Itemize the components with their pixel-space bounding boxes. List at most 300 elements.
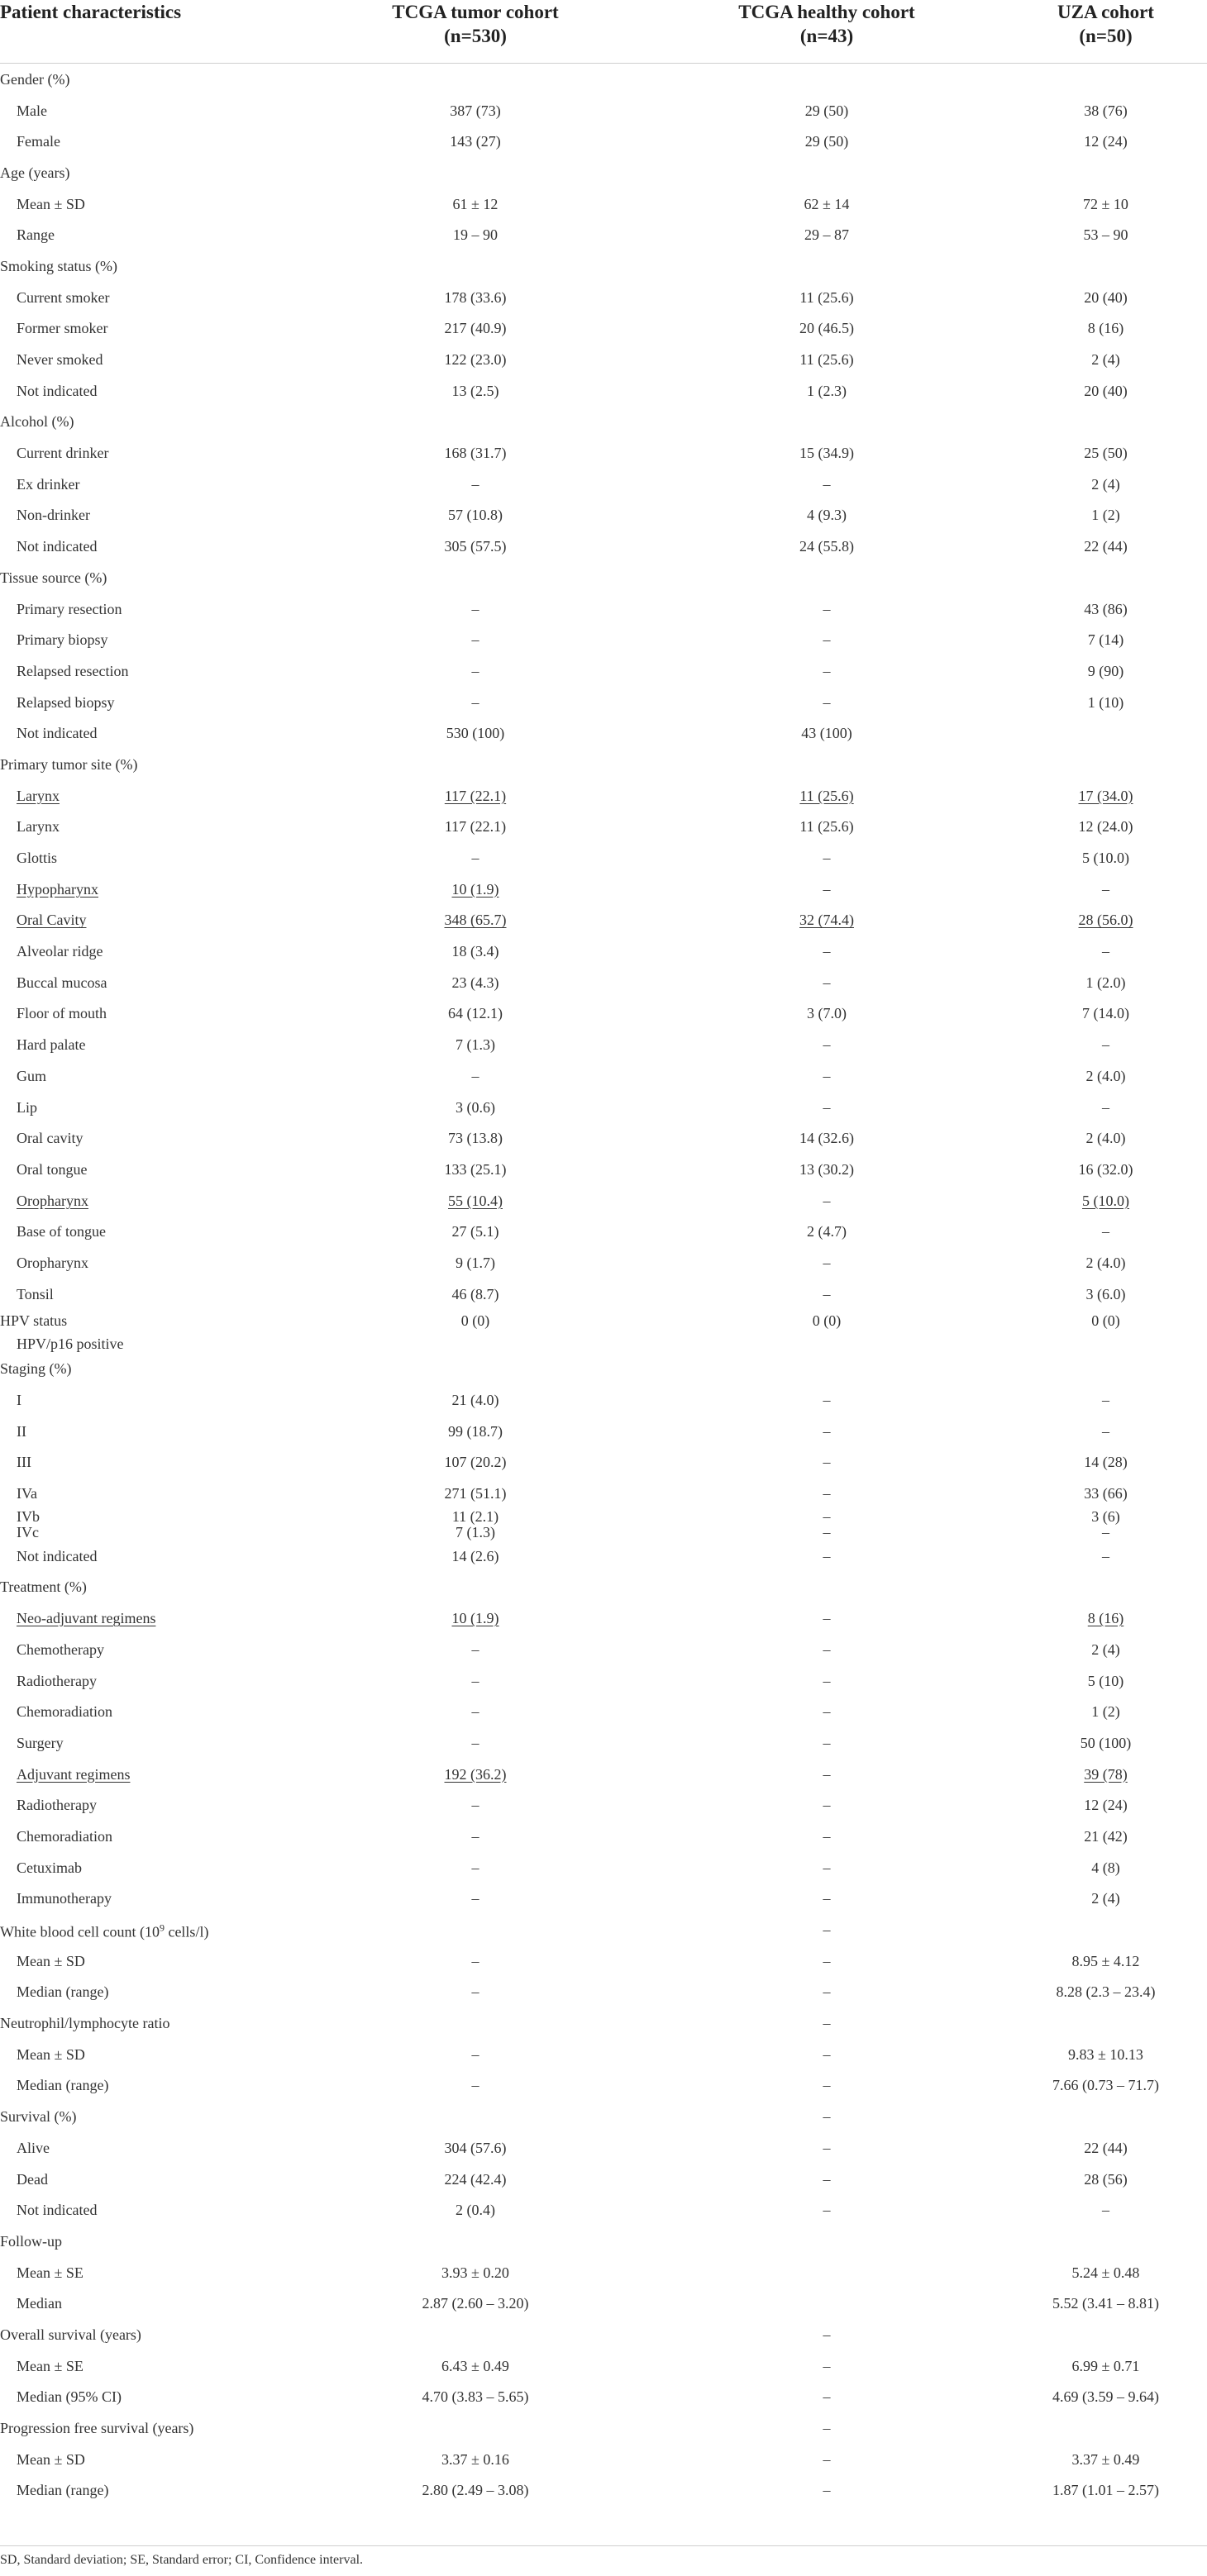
table-row	[0, 1727, 1207, 1759]
cell-tcga-healthy: –	[823, 1547, 831, 1564]
row-label: Mean ± SD	[17, 195, 85, 212]
cell-uza: 2 (4)	[1091, 1890, 1120, 1907]
cell-tcga-healthy: –	[823, 2045, 831, 2063]
cell-uza: –	[1102, 1392, 1109, 1409]
cell-tcga-healthy: 0 (0)	[812, 1312, 842, 1329]
cell-tcga-tumor: 3.93 ± 0.20	[441, 2264, 509, 2281]
cell-tcga-tumor: 19 – 90	[453, 226, 498, 244]
row-label: Neutrophil/lymphocyte ratio	[0, 2015, 170, 2032]
cell-tcga-healthy: –	[823, 1797, 831, 1814]
cell-uza: 7 (14.0)	[1082, 1005, 1129, 1022]
cell-tcga-healthy: 11 (25.6)	[799, 787, 854, 804]
cell-tcga-healthy: –	[823, 2139, 831, 2156]
table-row	[0, 1278, 1207, 1310]
cell-tcga-tumor: 14 (2.6)	[451, 1547, 499, 1564]
cell-tcga-tumor: –	[471, 600, 479, 617]
cell-tcga-healthy: –	[823, 1392, 831, 1409]
table-row	[0, 2475, 1207, 2507]
row-label: Follow-up	[0, 2232, 63, 2250]
cell-tcga-healthy: 2 (4.7)	[807, 1223, 847, 1240]
cell-uza: 2 (4.0)	[1085, 1130, 1126, 1147]
cell-uza: 17 (34.0)	[1078, 787, 1133, 804]
cell-tcga-healthy: 4 (9.3)	[807, 507, 847, 524]
cell-uza: 28 (56)	[1084, 2170, 1128, 2188]
cell-tcga-tumor: 305 (57.5)	[444, 538, 507, 555]
row-label: Not indicated	[17, 538, 98, 555]
table-row	[0, 2039, 1207, 2070]
table-row	[0, 2350, 1207, 2382]
cell-tcga-tumor: 3.37 ± 0.16	[441, 2450, 509, 2468]
cell-tcga-tumor: 11 (2.1)	[451, 1508, 499, 1526]
table-row	[0, 282, 1207, 313]
cell-tcga-tumor: 168 (31.7)	[444, 445, 507, 462]
cell-tcga-healthy: –	[823, 1640, 831, 1658]
table-row	[0, 1216, 1207, 1247]
row-label: Median	[17, 2295, 62, 2312]
table-row	[0, 1060, 1207, 1092]
row-label: IVc	[17, 1524, 39, 1541]
cell-tcga-tumor: 224 (42.4)	[444, 2170, 507, 2188]
cell-tcga-healthy: –	[823, 693, 831, 711]
row-label: HPV status HPV/p16 positive	[0, 1312, 124, 1352]
row-label: Mean ± SD	[17, 1952, 85, 1969]
footnote-text: SD, Standard deviation; SE, Standard error; CI, Confidence interval.	[0, 2553, 364, 2567]
row-label: Primary resection	[17, 600, 122, 617]
cell-tcga-tumor: –	[471, 1672, 479, 1689]
row-label: Mean ± SE	[17, 2357, 83, 2374]
cell-tcga-healthy: –	[823, 1254, 831, 1271]
table-section-row	[0, 749, 1207, 780]
cell-tcga-healthy: 11 (25.6)	[799, 818, 854, 836]
row-label: IVb	[17, 1508, 40, 1526]
row-label: Current smoker	[17, 288, 110, 306]
cell-uza: 28 (56.0)	[1078, 912, 1133, 929]
cell-tcga-healthy: –	[823, 1285, 831, 1302]
cell-uza: –	[1102, 2202, 1109, 2219]
cell-uza: 12 (24.0)	[1078, 818, 1133, 836]
cell-tcga-healthy: –	[823, 943, 831, 960]
header-uza-cohort: UZA cohort (n=50)	[1057, 2, 1154, 46]
table-row	[0, 1696, 1207, 1727]
table-section-row	[0, 407, 1207, 438]
cell-tcga-healthy: 20 (46.5)	[799, 320, 854, 337]
cell-tcga-healthy: 13 (30.2)	[799, 1160, 854, 1178]
cell-tcga-tumor: 23 (4.3)	[451, 974, 499, 991]
cell-uza: 7 (14)	[1087, 631, 1124, 649]
cell-uza: 2 (4)	[1091, 351, 1120, 369]
row-label: Non-drinker	[17, 507, 90, 524]
row-label: Relapsed resection	[17, 662, 129, 679]
cell-uza: 6.99 ± 0.71	[1071, 2357, 1140, 2374]
cell-tcga-tumor: –	[471, 1952, 479, 1969]
table-row	[0, 1416, 1207, 1447]
table-row	[0, 780, 1207, 812]
table-section-row	[0, 1354, 1207, 1385]
cell-tcga-healthy: –	[823, 1859, 831, 1876]
row-label: III	[17, 1454, 31, 1471]
cell-tcga-healthy: –	[823, 2450, 831, 2468]
cell-uza: 5 (10.0)	[1082, 850, 1129, 867]
cell-tcga-healthy: –	[823, 2388, 831, 2406]
cell-uza: 4 (8)	[1091, 1859, 1120, 1876]
table-row	[0, 2164, 1207, 2195]
table-row	[0, 998, 1207, 1030]
row-label: Smoking status (%)	[0, 257, 117, 274]
cell-tcga-tumor: 73 (13.8)	[448, 1130, 503, 1147]
table-row	[0, 2444, 1207, 2475]
cell-tcga-healthy: 29 (50)	[804, 102, 849, 119]
cell-tcga-tumor: 55 (10.4)	[448, 1192, 503, 1209]
cell-uza: 38 (76)	[1084, 102, 1128, 119]
row-label: Chemoradiation	[17, 1703, 112, 1721]
table-row	[0, 2257, 1207, 2288]
cell-tcga-healthy: –	[823, 2326, 831, 2343]
cell-tcga-tumor: –	[471, 631, 479, 649]
cell-uza: 1.87 (1.01 – 2.57)	[1052, 2482, 1159, 2499]
row-label: Base of tongue	[17, 1223, 106, 1240]
cell-tcga-tumor: 387 (73)	[450, 102, 501, 119]
cell-tcga-tumor: 99 (18.7)	[448, 1422, 503, 1440]
cell-tcga-tumor: 122 (23.0)	[444, 351, 507, 369]
cell-tcga-tumor: 21 (4.0)	[451, 1392, 499, 1409]
cell-uza: 1 (2)	[1091, 1703, 1120, 1721]
cell-tcga-healthy: –	[823, 850, 831, 867]
cell-tcga-healthy: –	[823, 1067, 831, 1084]
cell-tcga-tumor: 3 (0.6)	[456, 1098, 495, 1116]
cell-tcga-tumor: –	[471, 1734, 479, 1751]
cell-uza: 7.66 (0.73 – 71.7)	[1052, 2077, 1159, 2094]
row-label: Oral tongue	[17, 1160, 88, 1178]
cell-uza: 20 (40)	[1084, 288, 1128, 306]
cell-tcga-healthy: –	[823, 1098, 831, 1116]
table-row	[0, 95, 1207, 126]
row-label: I	[17, 1392, 21, 1409]
cell-tcga-tumor: 2 (0.4)	[456, 2202, 495, 2219]
table-row	[0, 219, 1207, 250]
cell-tcga-tumor: –	[471, 1890, 479, 1907]
row-label: Mean ± SD	[17, 2045, 85, 2063]
cell-uza: 3.37 ± 0.49	[1071, 2450, 1140, 2468]
row-label: Neo-adjuvant regimens	[17, 1610, 156, 1627]
table-row	[0, 936, 1207, 967]
cell-tcga-healthy: –	[823, 2170, 831, 2188]
cell-tcga-healthy: –	[823, 1454, 831, 1471]
cell-tcga-tumor: –	[471, 1703, 479, 1721]
table-row	[0, 1092, 1207, 1123]
cell-uza: –	[1102, 1098, 1109, 1116]
row-label: IVa	[17, 1485, 37, 1502]
cell-uza: 20 (40)	[1084, 382, 1128, 399]
cell-tcga-tumor: 2.87 (2.60 – 3.20)	[422, 2295, 529, 2312]
table-section-row	[0, 2101, 1207, 2132]
table-section-row	[0, 1310, 1207, 1354]
cell-uza: 16 (32.0)	[1078, 1160, 1133, 1178]
cell-tcga-healthy: –	[823, 2077, 831, 2094]
cell-tcga-tumor: 117 (22.1)	[444, 787, 507, 804]
cell-uza: 3 (6)	[1091, 1508, 1120, 1526]
row-label: Mean ± SE	[17, 2264, 83, 2281]
row-label: White blood cell count ($10^9$ cells/l)	[0, 1921, 209, 1940]
cell-tcga-healthy: 1 (2.3)	[807, 382, 847, 399]
table-row	[0, 437, 1207, 469]
table-row	[0, 842, 1207, 874]
cell-tcga-healthy: 15 (34.9)	[799, 445, 854, 462]
cell-tcga-tumor: –	[471, 475, 479, 493]
cell-tcga-tumor: 13 (2.5)	[451, 382, 499, 399]
row-label: Surgery	[17, 1734, 64, 1751]
cell-tcga-healthy: 29 (50)	[804, 133, 849, 150]
row-label: Oropharynx	[17, 1254, 88, 1271]
table-row	[0, 812, 1207, 843]
row-label: Median (range)	[17, 2482, 109, 2499]
cell-tcga-tumor: 4.70 (3.83 – 5.65)	[422, 2388, 529, 2406]
table-row	[0, 874, 1207, 905]
row-label: Tonsil	[17, 1285, 54, 1302]
table-section-row	[0, 1914, 1207, 1945]
row-label: Hypopharynx	[17, 880, 98, 898]
cell-tcga-tumor: –	[471, 1827, 479, 1845]
cell-uza: 5.24 ± 0.48	[1071, 2264, 1140, 2281]
table-body	[0, 64, 1207, 2506]
cell-tcga-tumor: 107 (20.2)	[444, 1454, 507, 1471]
cell-tcga-healthy: –	[823, 1672, 831, 1689]
cell-tcga-tumor: –	[471, 2045, 479, 2063]
table-section-row	[0, 2412, 1207, 2444]
table-row	[0, 375, 1207, 407]
table-row	[0, 1602, 1207, 1634]
cell-uza: –	[1102, 880, 1109, 898]
row-label: Age (years)	[0, 164, 70, 181]
cell-tcga-tumor: 46 (8.7)	[451, 1285, 499, 1302]
cell-tcga-healthy: –	[823, 600, 831, 617]
cell-tcga-healthy: –	[823, 1890, 831, 1907]
table-section-row	[0, 562, 1207, 593]
cell-uza: 43 (86)	[1084, 600, 1128, 617]
cell-uza: 1 (2)	[1091, 507, 1120, 524]
row-label: Buccal mucosa	[17, 974, 107, 991]
cell-uza: 2 (4)	[1091, 1640, 1120, 1658]
row-label: Oropharynx	[17, 1192, 88, 1209]
cell-uza: 9 (90)	[1087, 662, 1124, 679]
cell-uza: 2 (4.0)	[1085, 1254, 1126, 1271]
table-row	[0, 1525, 1207, 1540]
cell-tcga-healthy: –	[823, 2357, 831, 2374]
table-row	[0, 1185, 1207, 1217]
table-row	[0, 1247, 1207, 1278]
cell-uza: 21 (42)	[1084, 1827, 1128, 1845]
cell-tcga-tumor: 18 (3.4)	[451, 943, 499, 960]
table-footnote	[0, 2545, 1207, 2568]
cell-uza: 12 (24)	[1084, 133, 1128, 150]
table-row	[0, 593, 1207, 625]
cell-tcga-healthy: –	[823, 1485, 831, 1502]
cell-tcga-healthy: 14 (32.6)	[799, 1130, 854, 1147]
cell-uza: 5 (10.0)	[1082, 1192, 1129, 1209]
cell-uza: 22 (44)	[1084, 2139, 1128, 2156]
cell-uza: 4.69 (3.59 – 9.64)	[1052, 2388, 1159, 2406]
cell-uza: 33 (66)	[1084, 1485, 1128, 1502]
row-label: Alive	[17, 2139, 50, 2156]
row-label: Treatment (%)	[0, 1578, 87, 1596]
cell-tcga-healthy: –	[823, 1921, 831, 1939]
cell-tcga-healthy: –	[823, 2482, 831, 2499]
row-label: Ex drinker	[17, 475, 80, 493]
row-label: Tissue source (%)	[0, 569, 107, 586]
cell-uza: –	[1102, 1524, 1109, 1541]
table-row	[0, 188, 1207, 220]
table-section-row	[0, 250, 1207, 282]
table-row	[0, 1977, 1207, 2008]
table-row	[0, 1759, 1207, 1790]
cell-tcga-tumor: 6.43 ± 0.49	[441, 2357, 509, 2374]
cell-uza: 3 (6.0)	[1085, 1285, 1126, 1302]
cell-tcga-tumor: 2.80 (2.49 – 3.08)	[422, 2482, 529, 2499]
table-row	[0, 1447, 1207, 1478]
table-row	[0, 717, 1207, 749]
row-label: Survival (%)	[0, 2108, 77, 2126]
row-label: Oral cavity	[17, 1130, 83, 1147]
cell-tcga-healthy: –	[823, 662, 831, 679]
cell-tcga-tumor: 217 (40.9)	[444, 320, 507, 337]
row-label: Immunotherapy	[17, 1890, 112, 1907]
table-row	[0, 126, 1207, 157]
cell-tcga-tumor: –	[471, 693, 479, 711]
cell-uza: 2 (4)	[1091, 475, 1120, 493]
row-label: Never smoked	[17, 351, 103, 369]
cell-uza: 25 (50)	[1084, 445, 1128, 462]
cell-tcga-tumor: 10 (1.9)	[451, 880, 499, 898]
table-section-row	[0, 2226, 1207, 2257]
row-label: Primary tumor site (%)	[0, 755, 138, 773]
row-label: Chemoradiation	[17, 1827, 112, 1845]
row-label: Median (95% CI)	[17, 2388, 122, 2406]
cell-tcga-healthy: 11 (25.6)	[799, 288, 854, 306]
row-label: Mean ± SD	[17, 2450, 85, 2468]
cell-uza: –	[1102, 1036, 1109, 1054]
cell-tcga-healthy: –	[823, 1734, 831, 1751]
row-label: Male	[17, 102, 47, 119]
table-row	[0, 1029, 1207, 1060]
row-label: Not indicated	[17, 382, 98, 399]
header-tcga-healthy-cohort: TCGA healthy cohort (n=43)	[738, 2, 915, 46]
cell-tcga-tumor: –	[471, 1797, 479, 1814]
cell-uza: 39 (78)	[1084, 1765, 1128, 1783]
cell-uza: 8 (16)	[1087, 1610, 1124, 1627]
cell-tcga-tumor: –	[471, 1983, 479, 2001]
row-label: Median (range)	[17, 2077, 109, 2094]
cell-tcga-healthy: 3 (7.0)	[807, 1005, 847, 1022]
table-row	[0, 687, 1207, 718]
cell-tcga-tumor: 7 (1.3)	[456, 1524, 495, 1541]
cell-tcga-healthy: 11 (25.6)	[799, 351, 854, 369]
cell-uza: –	[1102, 943, 1109, 960]
cell-tcga-tumor: 192 (36.2)	[444, 1765, 507, 1783]
row-label: Not indicated	[17, 1547, 98, 1564]
cell-tcga-healthy: –	[823, 2202, 831, 2219]
cell-uza: –	[1102, 1547, 1109, 1564]
table-row	[0, 313, 1207, 345]
row-label: Hard palate	[17, 1036, 86, 1054]
cell-uza: 8.95 ± 4.12	[1071, 1952, 1140, 1969]
table-row	[0, 1540, 1207, 1572]
row-label: Adjuvant regimens	[17, 1765, 131, 1783]
cell-tcga-tumor: 61 ± 12	[452, 195, 499, 212]
cell-tcga-healthy: –	[823, 1508, 831, 1526]
table-section-row	[0, 64, 1207, 95]
row-label: Gum	[17, 1067, 46, 1084]
table-section-row	[0, 2319, 1207, 2350]
table-row	[0, 1821, 1207, 1852]
row-label: Median (range)	[17, 1983, 109, 2001]
cell-tcga-healthy: –	[823, 1192, 831, 1209]
row-label: Female	[17, 133, 60, 150]
cell-uza: 5.52 (3.41 – 8.81)	[1052, 2295, 1159, 2312]
cell-tcga-tumor: 143 (27)	[450, 133, 501, 150]
cell-tcga-healthy: 32 (74.4)	[799, 912, 854, 929]
table-row	[0, 531, 1207, 562]
cell-tcga-healthy: 43 (100)	[801, 725, 852, 742]
row-label: Not indicated	[17, 2202, 98, 2219]
cell-tcga-tumor: 10 (1.9)	[451, 1610, 499, 1627]
row-label: Glottis	[17, 850, 58, 867]
table-section-row	[0, 2007, 1207, 2039]
cell-tcga-tumor: 117 (22.1)	[444, 818, 507, 836]
row-label: Range	[17, 226, 55, 244]
cell-tcga-healthy: 62 ± 14	[804, 195, 850, 212]
cell-uza: 5 (10)	[1087, 1672, 1124, 1689]
row-label: Larynx	[17, 818, 60, 836]
cell-uza: 1 (10)	[1087, 693, 1124, 711]
cell-tcga-healthy: –	[823, 1036, 831, 1054]
cell-uza: –	[1102, 1223, 1109, 1240]
row-label: Cetuximab	[17, 1859, 82, 1876]
table-row	[0, 469, 1207, 500]
cell-tcga-tumor: –	[471, 1859, 479, 1876]
table-row	[0, 967, 1207, 998]
cell-uza: 50 (100)	[1080, 1734, 1132, 1751]
cell-tcga-tumor: 0 (0)	[460, 1312, 490, 1329]
row-label: Larynx	[17, 787, 60, 804]
cell-tcga-tumor: 7 (1.3)	[456, 1036, 495, 1054]
row-label: Alveolar ridge	[17, 943, 103, 960]
table-row	[0, 1789, 1207, 1821]
cell-uza: 12 (24)	[1084, 1797, 1128, 1814]
cell-tcga-tumor: 57 (10.8)	[448, 507, 503, 524]
cell-tcga-tumor: –	[471, 1067, 479, 1084]
cell-uza: 0 (0)	[1091, 1312, 1120, 1329]
cell-tcga-tumor: 178 (33.6)	[444, 288, 507, 306]
row-label: Former smoker	[17, 320, 108, 337]
cell-tcga-tumor: 304 (57.6)	[444, 2139, 507, 2156]
row-label: Dead	[17, 2170, 48, 2188]
table-row	[0, 2288, 1207, 2319]
row-label: Staging (%)	[0, 1360, 72, 1378]
cell-uza: 53 – 90	[1083, 226, 1128, 244]
table-row	[0, 1384, 1207, 1416]
row-label: Gender (%)	[0, 70, 70, 88]
row-label: Oral Cavity	[17, 912, 87, 929]
cell-uza: 1 (2.0)	[1085, 974, 1126, 991]
table-section-row	[0, 157, 1207, 188]
cell-tcga-healthy: –	[823, 2108, 831, 2126]
cell-tcga-healthy: –	[823, 1765, 831, 1783]
cell-tcga-tumor: 348 (65.7)	[444, 912, 507, 929]
cell-uza: –	[1102, 1422, 1109, 1440]
table-row	[0, 1509, 1207, 1525]
table-header	[0, 0, 1207, 64]
row-label: Lip	[17, 1098, 37, 1116]
cell-tcga-tumor: –	[471, 662, 479, 679]
